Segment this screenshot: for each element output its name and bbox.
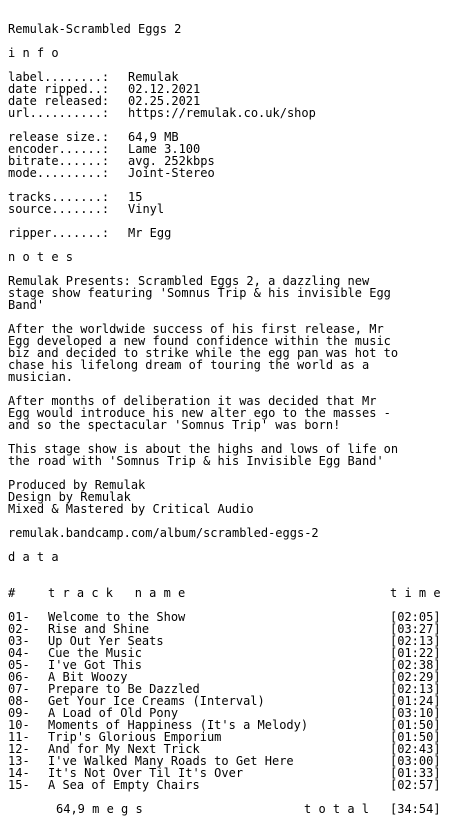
source-value: 15 [128, 190, 143, 204]
notes-line: Egg would introduce his new alter ego to the masses - [8, 406, 391, 420]
data-heading: d a t a [8, 550, 59, 564]
notes-line: and so the spectacular 'Somnus Trip' was born! [8, 418, 341, 432]
column-name-header: t r a c k n a m e [48, 586, 186, 600]
credits-line: Produced by Remulak [8, 478, 146, 492]
ripper-row [8, 227, 448, 239]
track-number: 15- [8, 778, 30, 792]
tech-key: bitrate......: [8, 154, 110, 168]
track-number: 01- [8, 610, 30, 624]
tech-value: Lame 3.100 [128, 142, 201, 156]
notes-line: chase his lifelong dream of touring the world as a [8, 358, 370, 372]
track-name: Prepare to Be Dazzled [48, 682, 200, 696]
track-name: Welcome to the Show [48, 610, 186, 624]
track-time: [01:50] [390, 730, 441, 744]
ripper-value: Mr Egg [128, 226, 172, 240]
total-label: t o t a l [304, 802, 370, 816]
track-time: [02:13] [390, 634, 441, 648]
track-time: [02:38] [390, 658, 441, 672]
track-time: [02:57] [390, 778, 441, 792]
info-key: url..........: [8, 106, 110, 120]
info-value: https://remulak.co.uk/shop [128, 106, 316, 120]
track-time: [01:33] [390, 766, 441, 780]
track-number: 14- [8, 766, 30, 780]
track-name: Moments of Happiness (It's a Melody) [48, 718, 309, 732]
info-row [8, 107, 448, 119]
track-name: I've Got This [48, 658, 142, 672]
track-number: 07- [8, 682, 30, 696]
credits-line: Design by Remulak [8, 490, 131, 504]
notes-line: musician. [8, 370, 74, 384]
notes-line: stage show featuring 'Somnus Trip & his invisible Egg [8, 286, 391, 300]
info-heading: i n f o [8, 46, 59, 60]
track-time: [01:24] [390, 694, 441, 708]
notes-line: Band' [8, 298, 45, 312]
track-name: And for My Next Trick [48, 742, 200, 756]
track-number: 03- [8, 634, 30, 648]
track-name: Get Your Ice Creams (Interval) [48, 694, 265, 708]
total-row [8, 803, 448, 815]
source-section [8, 191, 448, 215]
total-size: 64,9 m e g s [56, 802, 143, 816]
info-value: 02.12.2021 [128, 82, 201, 96]
notes-line: Remulak Presents: Scrambled Eggs 2, a dazzling new [8, 274, 370, 288]
track-name: Trip's Glorious Emporium [48, 730, 222, 744]
track-number: 10- [8, 718, 30, 732]
track-time: [03:10] [390, 706, 441, 720]
track-name: Cue the Music [48, 646, 142, 660]
track-time: [02:05] [390, 610, 441, 624]
track-time: [01:50] [390, 718, 441, 732]
source-key: tracks.......: [8, 190, 110, 204]
tech-row [8, 167, 448, 179]
source-row [8, 203, 448, 215]
info-section [8, 71, 448, 119]
track-number: 09- [8, 706, 30, 720]
source-key: source.......: [8, 202, 110, 216]
track-name: It's Not Over Til It's Over [48, 766, 244, 780]
track-name: Up Out Yer Seats [48, 634, 164, 648]
info-key: label........: [8, 70, 110, 84]
info-key: date released: [8, 94, 110, 108]
tracklist-header [8, 587, 448, 599]
info-value: 02.25.2021 [128, 94, 201, 108]
track-time: [03:00] [390, 754, 441, 768]
source-value: Vinyl [128, 202, 165, 216]
track-time: [03:27] [390, 622, 441, 636]
track-time: [01:22] [390, 646, 441, 660]
track-number: 08- [8, 694, 30, 708]
tech-key: encoder......: [8, 142, 110, 156]
track-name: I've Walked Many Roads to Get Here [48, 754, 294, 768]
total-time: [34:54] [390, 802, 441, 816]
track-number: 04- [8, 646, 30, 660]
tech-value: avg. 252kbps [128, 154, 215, 168]
track-name: A Load of Old Pony [48, 706, 179, 720]
tech-key: mode.........: [8, 166, 110, 180]
info-value: Remulak [128, 70, 179, 84]
credits-line: Mixed & Mastered by Critical Audio [8, 502, 254, 516]
track-number: 02- [8, 622, 30, 636]
bandcamp-link: remulak.bandcamp.com/album/scrambled-eggs-2 [8, 526, 319, 540]
ripper-key: ripper.......: [8, 226, 110, 240]
notes-line: Egg developed a new found confidence within the music [8, 334, 391, 348]
notes-line: After the worldwide success of his first release, Mr [8, 322, 384, 336]
release-title: Remulak-Scrambled Eggs 2 [8, 22, 182, 36]
column-time-header: t i m e [390, 586, 441, 600]
track-name: A Sea of Empty Chairs [48, 778, 200, 792]
track-number: 05- [8, 658, 30, 672]
track-number: 12- [8, 742, 30, 756]
track-name: Rise and Shine [48, 622, 150, 636]
column-number-header: # [8, 586, 16, 600]
tech-value: 64,9 MB [128, 130, 179, 144]
tech-value: Joint-Stereo [128, 166, 215, 180]
track-time: [02:29] [390, 670, 441, 684]
notes-section [8, 275, 448, 539]
notes-line: After months of deliberation it was decided that Mr [8, 394, 377, 408]
track-name: A Bit Woozy [48, 670, 128, 684]
track-row [8, 779, 448, 791]
notes-line: the road with 'Somnus Trip & his Invisible Egg Band' [8, 454, 384, 468]
track-time: [02:13] [390, 682, 441, 696]
notes-line: biz and decided to strike while the egg pan was hot to [8, 346, 399, 360]
tracklist [8, 611, 448, 791]
track-number: 06- [8, 670, 30, 684]
track-time: [02:43] [390, 742, 441, 756]
notes-line: This stage show is about the highs and lows of life on [8, 442, 399, 456]
track-number: 11- [8, 730, 30, 744]
info-key: date ripped..: [8, 82, 110, 96]
tech-section [8, 131, 448, 179]
tech-key: release size.: [8, 130, 110, 144]
notes-heading: n o t e s [8, 250, 74, 264]
track-number: 13- [8, 754, 30, 768]
